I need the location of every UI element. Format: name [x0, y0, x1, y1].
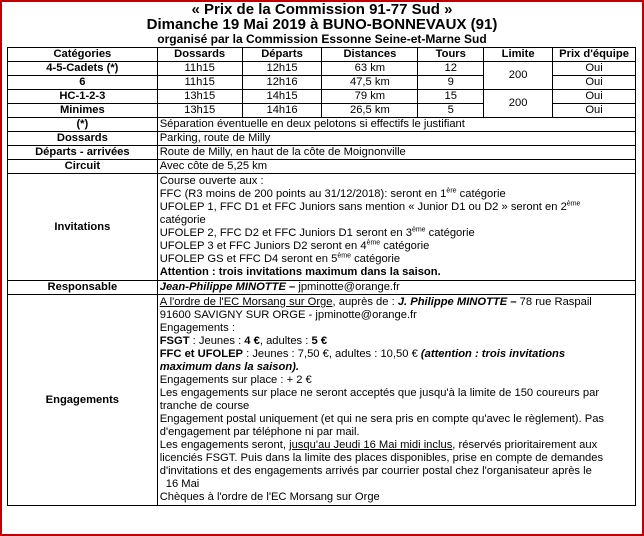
note-label: (*)	[8, 118, 158, 132]
invitations-label: Invitations	[8, 174, 158, 281]
invitations-line: Course ouverte aux :	[159, 175, 264, 187]
inline-text: , réservés prioritairement aux	[452, 439, 598, 451]
departs-text: Route de Milly, en haut de la côte de Moignonville	[157, 146, 635, 160]
col-header-departs: Départs	[242, 48, 322, 62]
inline-text: 4 €	[244, 335, 260, 347]
category-cell: HC-1-2-3	[8, 90, 158, 104]
departs-row	[8, 146, 636, 160]
table-row	[8, 62, 636, 76]
superscript: ème	[566, 200, 581, 208]
inline-text: UFOLEP GS et FFC D4 seront en 5	[159, 253, 338, 265]
engagements-line	[160, 348, 633, 361]
prix-equipe: Oui	[553, 90, 636, 104]
engagements-line: maximum dans la saison).	[159, 361, 299, 373]
invitations-text	[157, 174, 635, 281]
dossard-time: 11h15	[157, 62, 242, 76]
table-header-row	[8, 48, 636, 62]
engagements-line	[160, 439, 633, 452]
table-row	[8, 90, 636, 104]
limit-cell: 200	[484, 90, 553, 118]
engagements-line: 16 Mai	[165, 478, 200, 490]
inline-text: catégorie	[350, 253, 401, 265]
invitations-line	[160, 240, 633, 253]
note-row	[8, 118, 636, 132]
engagements-line: Chèques à l'ordre de l'EC Morsang sur Orge	[159, 491, 380, 503]
engagements-line	[160, 335, 633, 348]
inline-text: 78 rue Raspail	[516, 296, 592, 308]
depart-time: 12h15	[242, 62, 322, 76]
tours: 12	[418, 62, 484, 76]
col-header-categories: Catégories	[8, 48, 158, 62]
dossard-time: 11h15	[157, 76, 242, 90]
invitations-line: catégorie	[159, 214, 206, 226]
superscript: ème	[411, 226, 426, 234]
distance: 63 km	[322, 62, 418, 76]
col-header-dossards: Dossards	[157, 48, 242, 62]
limit-cell: 200	[484, 62, 553, 90]
col-header-limite: Limite	[484, 48, 553, 62]
engagements-text	[157, 295, 635, 506]
engagements-line: d'engagement par téléphone ni par mail.	[159, 426, 360, 438]
note-text: Séparation éventuelle en deux pelotons si effectifs le justifiant	[157, 118, 635, 132]
inline-text: FSGT	[159, 335, 190, 347]
engagements-line	[160, 296, 633, 309]
engagements-line: Engagements :	[159, 322, 235, 334]
engagements-line: d'invitations et des engagements arrivés par courrier postal chez l'organisateur après le	[159, 465, 592, 477]
category-cell: 4-5-Cadets (*)	[8, 62, 158, 76]
invitations-line	[160, 227, 633, 240]
inline-text: A l'ordre de l'EC Morsang sur Orge	[159, 296, 333, 308]
engagements-line: 91600 SAVIGNY SUR ORGE - jpminotte@orange.fr	[159, 309, 417, 321]
tours: 15	[418, 90, 484, 104]
tours: 9	[418, 76, 484, 90]
dossard-time: 13h15	[157, 90, 242, 104]
organizer-line: organisé par la Commission Essonne Seine-et-Marne Sud	[157, 32, 487, 46]
inline-text: (attention : trois invitations	[420, 348, 566, 360]
inline-text: , auprès de :	[332, 296, 398, 308]
engagements-row	[8, 295, 636, 506]
distance: 26,5 km	[322, 104, 418, 118]
responsable-name: Jean-Philippe MINOTTE –	[159, 281, 296, 293]
departs-label: Départs - arrivées	[8, 146, 158, 160]
distance: 79 km	[322, 90, 418, 104]
invitations-warning: Attention : trois invitations maximum dans la saison.	[159, 266, 441, 278]
engagements-line: licenciés FSGT. Puis dans la limite des places disponibles, prise en compte de demandes	[159, 452, 604, 464]
category-cell: Minimes	[8, 104, 158, 118]
responsable-email: jpminotte@orange.fr	[295, 281, 400, 293]
dossards-row	[8, 132, 636, 146]
event-date-location: Dimanche 19 Mai 2019 à BUNO-BONNEVAUX (91)	[146, 16, 498, 33]
inline-text: Les engagements seront,	[159, 439, 290, 451]
col-header-tours: Tours	[418, 48, 484, 62]
superscript: ème	[337, 252, 351, 260]
engagements-line: tranche de course	[159, 400, 250, 412]
inline-text: jusqu'au Jeudi 16 Mai midi inclus	[289, 439, 453, 451]
responsable-text	[157, 281, 635, 295]
depart-time: 14h15	[242, 90, 322, 104]
col-header-prix-equipe: Prix d'équipe	[553, 48, 636, 62]
dossards-label: Dossards	[8, 132, 158, 146]
invitations-row	[8, 174, 636, 281]
superscript: ème	[366, 239, 381, 247]
col-header-distances: Distances	[322, 48, 418, 62]
responsable-row	[8, 281, 636, 295]
inline-text: 5 €	[311, 335, 328, 347]
responsable-label: Responsable	[8, 281, 158, 295]
schedule-table	[7, 47, 636, 506]
inline-text: FFC et UFOLEP	[159, 348, 244, 360]
circuit-label: Circuit	[8, 160, 158, 174]
inline-text: catégorie	[456, 188, 506, 200]
prix-equipe: Oui	[553, 62, 636, 76]
inline-text: catégorie	[425, 227, 475, 239]
prix-equipe: Oui	[553, 104, 636, 118]
dossard-time: 13h15	[157, 104, 242, 118]
engagements-line: Engagements sur place : + 2 €	[159, 374, 312, 386]
inline-text: FFC (R3 moins de 200 points au 31/12/2018): seront en 1	[159, 188, 447, 200]
depart-time: 12h16	[242, 76, 322, 90]
inline-text: : Jeunes : 7,50 €, adultes : 10,50 €	[243, 348, 421, 360]
dossards-text: Parking, route de Milly	[157, 132, 635, 146]
circuit-row	[8, 160, 636, 174]
document-title: « Prix de la Commission 91-77 Sud »	[191, 1, 453, 18]
category-cell: 6	[8, 76, 158, 90]
invitations-line	[160, 253, 633, 266]
inline-text: : Jeunes :	[189, 335, 245, 347]
engagements-line: Engagement postal uniquement (et qui ne sera pris en compte qu'avec le règlement). Pas	[159, 413, 605, 425]
inline-text: UFOLEP 1, FFC D1 et FFC Juniors sans mention « Junior D1 ou D2 » seront en 2	[159, 201, 567, 213]
inline-text: , adultes :	[259, 335, 312, 347]
invitations-line	[160, 201, 633, 214]
inline-text: J. Philippe MINOTTE –	[397, 296, 517, 308]
engagements-line: Les engagements sur place ne seront acceptés que jusqu'à la limite de 150 coureurs par	[159, 387, 600, 399]
inline-text: catégorie	[380, 240, 430, 252]
prix-equipe: Oui	[553, 76, 636, 90]
tours: 5	[418, 104, 484, 118]
depart-time: 14h16	[242, 104, 322, 118]
invitations-line	[160, 188, 633, 201]
superscript: ère	[446, 187, 457, 195]
inline-text: UFOLEP 2, FFC D2 et FFC Juniors D1 seront en 3	[159, 227, 412, 239]
distance: 47,5 km	[322, 76, 418, 90]
circuit-text: Avec côte de 5,25 km	[157, 160, 635, 174]
engagements-label: Engagements	[8, 295, 158, 506]
inline-text: UFOLEP 3 et FFC Juniors D2 seront en 4	[159, 240, 367, 252]
